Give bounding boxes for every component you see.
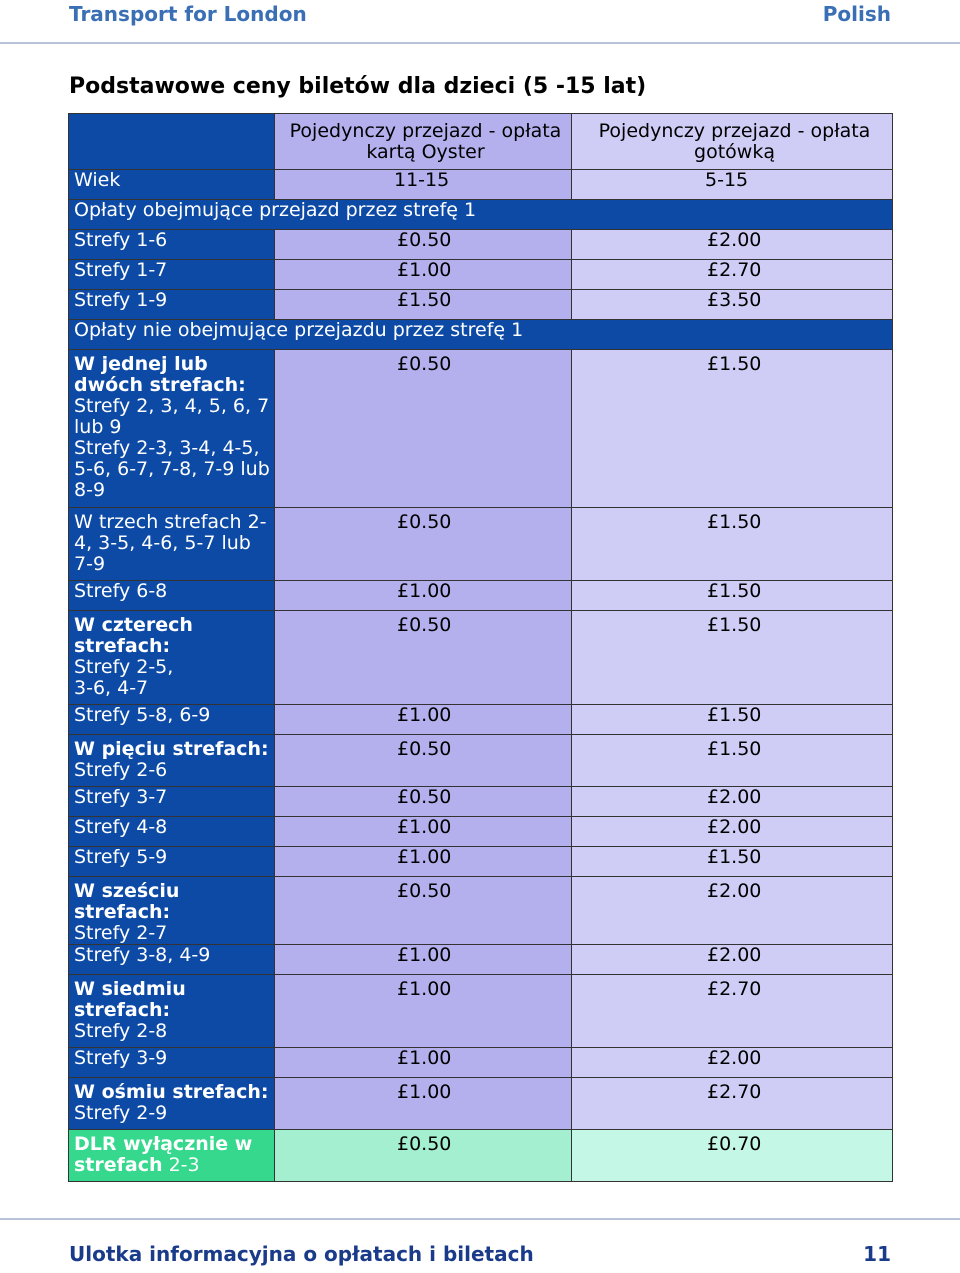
zone-group-one-two [69,350,275,508]
oyster-fare: £1.50 [275,290,572,320]
table-row [69,735,893,787]
page-footer [0,1218,960,1273]
group-heading: W sześciu strefach: [74,880,180,923]
zone-group-six [69,877,275,945]
table-row [69,350,893,508]
page-header [0,0,960,44]
dlr-label [69,1130,275,1182]
zone-group-seven [69,975,275,1048]
age-cash: 5-15 [572,170,893,200]
header-corner-cell [69,114,275,170]
cash-fare: £1.50 [572,847,893,877]
cash-fare: £2.70 [572,260,893,290]
page-number: 11 [863,1242,891,1266]
oyster-fare: £1.00 [275,847,572,877]
oyster-fare: £0.50 [275,611,572,705]
oyster-fare: £0.50 [275,877,572,945]
zone-label: W trzech strefach 2-4, 3-5, 4-6, 5-7 lub 7-9 [69,508,275,581]
cash-fare: £1.50 [572,611,893,705]
cash-fare: £1.50 [572,350,893,508]
oyster-fare: £0.50 [275,508,572,581]
fare-table [68,113,893,1182]
zone-list: Strefy 2-9 [74,1102,168,1124]
section-heading-outside-zone1: Opłaty nie obejmujące przejazdu przez strefę 1 [69,320,893,350]
oyster-fare: £0.50 [275,735,572,787]
cash-fare: £2.00 [572,817,893,847]
cash-fare: £0.70 [572,1130,893,1182]
table-row [69,945,893,975]
table-row-dlr [69,1130,893,1182]
page-title: Podstawowe ceny biletów dla dzieci (5 -15 lat) [69,74,647,99]
section-heading-zone1: Opłaty obejmujące przejazd przez strefę 1 [69,200,893,230]
zone-list: 2-3 [168,1154,200,1176]
table-row [69,611,893,705]
table-row [69,817,893,847]
table-row [69,1078,893,1130]
zone-list: Strefy 2-7 [74,922,168,944]
group-heading: W ośmiu strefach: [74,1081,269,1103]
oyster-fare: £0.50 [275,1130,572,1182]
age-oyster: 11-15 [275,170,572,200]
column-header-cash: Pojedynczy przejazd - opłata gotówką [572,114,893,170]
table-row [69,787,893,817]
table-row [69,975,893,1048]
zone-label: Strefy 4-8 [69,817,275,847]
zone-label: Strefy 3-8, 4-9 [69,945,275,975]
table-row [69,877,893,945]
table-row [69,230,893,260]
table-row [69,508,893,581]
oyster-fare: £1.00 [275,945,572,975]
oyster-fare: £1.00 [275,705,572,735]
brand-name: Transport for London [69,2,307,26]
cash-fare: £2.00 [572,877,893,945]
oyster-fare: £0.50 [275,350,572,508]
table-header-row [69,114,893,170]
cash-fare: £1.50 [572,735,893,787]
cash-fare: £1.50 [572,581,893,611]
cash-fare: £1.50 [572,705,893,735]
zone-label: Strefy 1-7 [69,260,275,290]
zone-label: Strefy 3-9 [69,1048,275,1078]
cash-fare: £2.00 [572,1048,893,1078]
zone-label: Strefy 5-8, 6-9 [69,705,275,735]
cash-fare: £2.70 [572,1078,893,1130]
zone-label: Strefy 1-9 [69,290,275,320]
zone-label: Strefy 1-6 [69,230,275,260]
zone-group-four [69,611,275,705]
zone-list: Strefy 2-3, 3-4, 4-5, 5-6, 6-7, 7-8, 7-9 lub 8-9 [74,437,270,501]
language-label: Polish [822,2,891,26]
oyster-fare: £0.50 [275,230,572,260]
group-heading: W jednej lub dwóch strefach: [74,353,246,396]
oyster-fare: £1.00 [275,1078,572,1130]
zone-group-eight [69,1078,275,1130]
footer-title: Ulotka informacyjna o opłatach i biletach [69,1242,534,1266]
table-row [69,581,893,611]
section-row-zone1 [69,200,893,230]
cash-fare: £2.70 [572,975,893,1048]
zone-list: Strefy 2, 3, 4, 5, 6, 7 lub 9 [74,395,270,438]
group-heading: W czterech strefach: [74,614,193,657]
cash-fare: £3.50 [572,290,893,320]
oyster-fare: £1.00 [275,260,572,290]
zone-list: Strefy 2-8 [74,1020,168,1042]
age-label: Wiek [69,170,275,200]
zone-list: Strefy 2-5, 3-6, 4-7 [74,656,174,699]
cash-fare: £2.00 [572,787,893,817]
zone-list: Strefy 2-6 [74,759,168,781]
cash-fare: £1.50 [572,508,893,581]
table-row [69,1048,893,1078]
cash-fare: £2.00 [572,230,893,260]
zone-label: Strefy 3-7 [69,787,275,817]
oyster-fare: £0.50 [275,787,572,817]
table-row [69,290,893,320]
column-header-oyster: Pojedynczy przejazd - opłata kartą Oyster [275,114,572,170]
cash-fare: £2.00 [572,945,893,975]
section-row-outside-zone1 [69,320,893,350]
zone-label: Strefy 5-9 [69,847,275,877]
group-heading: DLR wyłącznie w strefach [74,1133,253,1176]
oyster-fare: £1.00 [275,975,572,1048]
table-row [69,847,893,877]
zone-label: Strefy 6-8 [69,581,275,611]
group-heading: W pięciu strefach: [74,738,269,760]
age-row [69,170,893,200]
zone-group-five [69,735,275,787]
oyster-fare: £1.00 [275,817,572,847]
group-heading: W siedmiu strefach: [74,978,186,1021]
oyster-fare: £1.00 [275,1048,572,1078]
oyster-fare: £1.00 [275,581,572,611]
table-row [69,705,893,735]
table-row [69,260,893,290]
